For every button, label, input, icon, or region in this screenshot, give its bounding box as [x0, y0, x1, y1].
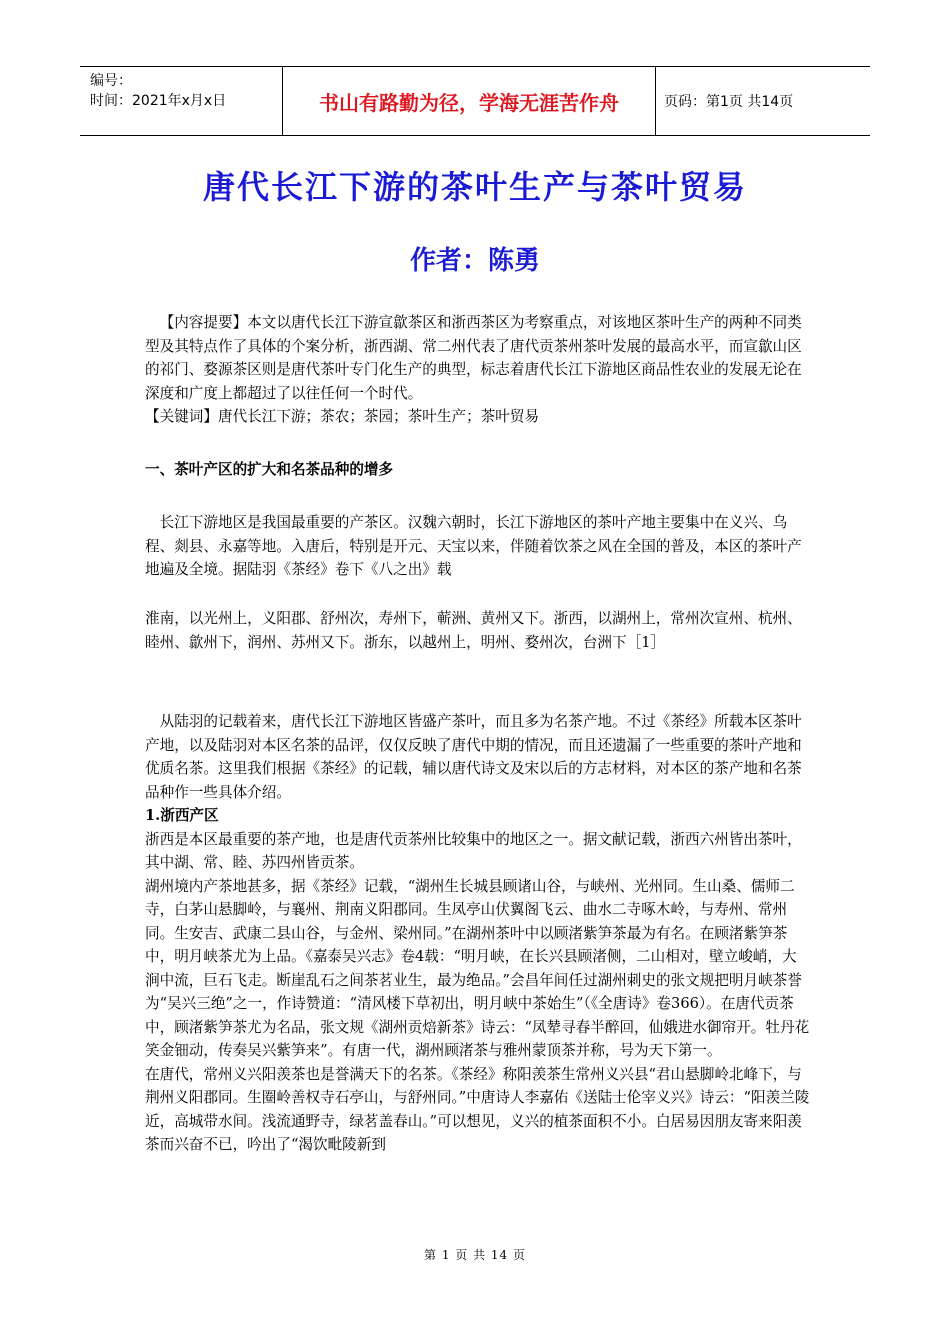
- paragraph-text: 浙西是本区最重要的茶产地，也是唐代贡茶州比较集中的地区之一。据文献记载，浙西六州皆出茶叶，其中湖、常、睦、苏四州皆贡茶。: [145, 830, 802, 871]
- abstract-block: [145, 311, 810, 429]
- quote-block: [145, 607, 810, 654]
- paragraph-text: 在唐代，常州义兴阳羡茶也是誉满天下的名茶。《茶经》称阳羡茶生常州义兴县“君山悬脚岭北峰下，与荆州义阳郡同。生圈岭善权寺石亭山，与舒州同。”中唐诗人李嘉佑《送陆士伦宰义兴》诗云：“阳羡兰陵近，高城带水间。浅流通野寺，绿茗盖春山。”可以想见，义兴的植茶面积不小。白居易因朋友寄来阳羡茶而兴奋不已，吟出了“渴饮毗陵新到: [145, 1065, 810, 1153]
- page-info-text: 页码：第1页 共14页: [664, 94, 794, 110]
- keywords-paragraph: 【关键词】唐代长江下游；茶农；茶园；茶叶生产；茶叶贸易: [145, 408, 540, 425]
- main-content: [145, 710, 810, 1157]
- paragraph: [145, 511, 810, 582]
- abstract-paragraph: 【内容提要】本文以唐代长江下游宣歙茶区和浙西茶区为考察重点，对该地区茶叶生产的两种不同类型及其特点作了具体的个案分析，浙西湖、常二州代表了唐代贡茶州茶叶发展的最高水平，而宣歙山区的祁门、婺源茶区则是唐代茶叶专门化生产的典型，标志着唐代长江下游地区商品性农业的发展无论在深度和广度上都超过了以往任何一个时代。: [145, 314, 802, 402]
- document-number-label: 编号：: [90, 73, 132, 89]
- document-author: 作者：陈勇: [409, 246, 540, 276]
- document-time-label: 时间：2021年x月x日: [90, 93, 227, 109]
- header-meta-cell: [80, 67, 282, 135]
- paragraph-text: 湖州境内产茶地甚多，据《茶经》记载，“湖州生长城县顾诸山谷，与峡州、光州同。生山桑、儒师二寺，白茅山悬脚岭，与襄州、荆南义阳郡同。生凤亭山伏翼阁飞云、曲水二寺啄木岭，与寿州、常州同。生安吉、武康二县山谷，与金州、梁州同。”在湖州茶叶中以顾渚紫笋茶最为有名。在顾渚紫笋茶中，明月峡茶尤为上品。《嘉泰吴兴志》卷4载：“明月峡，在长兴县顾渚侧，二山相对，壁立峻峭，大涧中流，巨石飞走。断崖乱石之间茶茗业生，最为绝品。”会昌年间任过湖州刺史的张文规把明月峡茶誉为“吴兴三绝”之一，作诗赞道：“清风楼下草初出，明月峡中茶始生”（《全唐诗》卷366）。在唐代贡茶中，顾渚紫笋茶尤为名品，张文规《湖州贡焙新茶》诗云：“凤辇寻春半醉回，仙娥进水御帘开。牡丹花笑金钿动，传奏吴兴紫笋来”。有唐一代，湖州顾渚茶与雅州蒙顶茶并称，号为天下第一。: [145, 877, 810, 1059]
- page-footer: 第 1 页 共 14 页: [424, 1248, 526, 1262]
- section-heading: 一、茶叶产区的扩大和名茶品种的增多: [145, 461, 394, 478]
- quote-text: 淮南，以光州上，义阳郡、舒州次，寿州下，蕲洲、黄州又下。浙西，以湖州上，常州次宣州、杭州、睦州、歙州下，润州、苏州又下。浙东，以越州上，明州、婺州次，台洲下［1］: [145, 610, 802, 651]
- document-title: 唐代长江下游的茶叶生产与茶叶贸易: [202, 168, 747, 206]
- motto-text: 书山有路勤为径，学海无涯苦作舟: [319, 90, 619, 115]
- paragraph-text: 长江下游地区是我国最重要的产茶区。汉魏六朝时，长江下游地区的茶叶产地主要集中在义兴、乌程、剡县、永嘉等地。入唐后，特别是开元、天宝以来，伴随着饮茶之风在全国的普及，本区的茶叶产地遍及全境。据陆羽《茶经》卷下《八之出》载: [145, 514, 802, 578]
- header-page-cell: [656, 67, 870, 135]
- subsection-heading: 1.浙西产区: [145, 807, 219, 824]
- header-table: [80, 66, 870, 136]
- paragraph-text: 从陆羽的记载着来，唐代长江下游地区皆盛产茶叶，而且多为名茶产地。不过《茶经》所载本区茶叶产地，以及陆羽对本区名茶的品评，仅仅反映了唐代中期的情况，而且还遗漏了一些重要的茶叶产地和优质名茶。这里我们根据《茶经》的记载，辅以唐代诗文及宋以后的方志材料，对本区的茶产地和名茶品种作一些具体介绍。: [145, 713, 802, 801]
- header-motto-cell: [282, 67, 656, 135]
